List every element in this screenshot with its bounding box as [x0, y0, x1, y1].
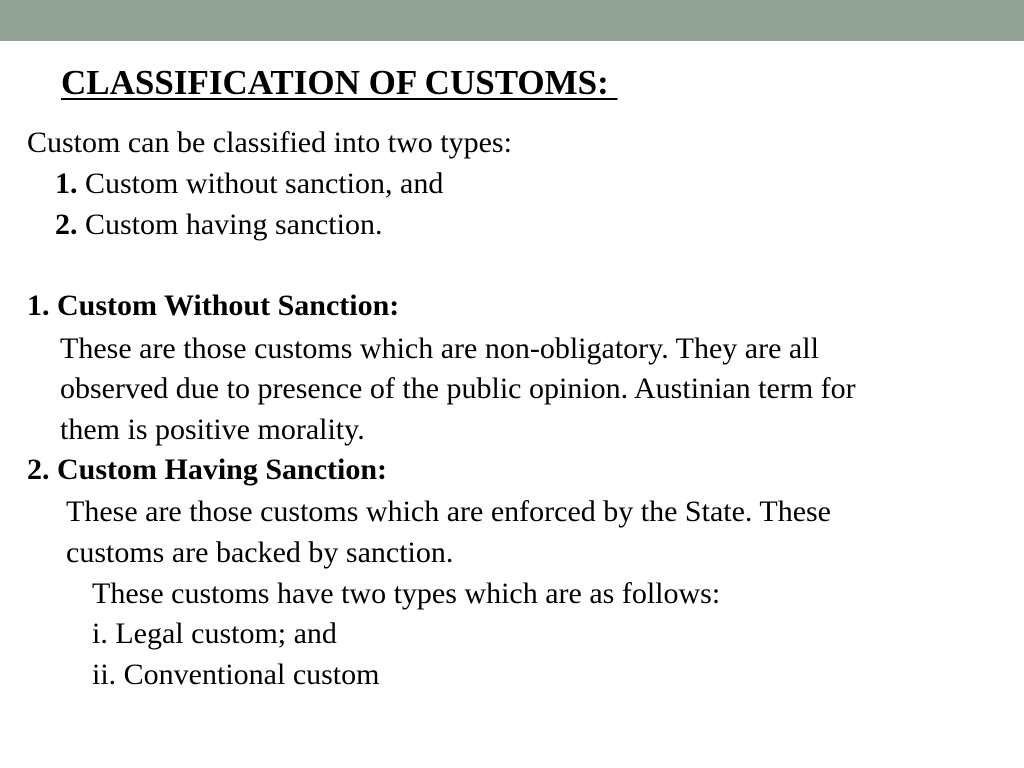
- section2-line: customs are backed by sanction.: [66, 536, 454, 569]
- section2-sub-intro: These customs have two types which are as follows:: [92, 577, 721, 610]
- section1-line: observed due to presence of the public opinion. Austinian term for: [60, 372, 856, 405]
- section2-sub-item: ii. Conventional custom: [92, 658, 380, 691]
- intro-item-number: 2.: [55, 208, 78, 241]
- intro-item-text: Custom without sanction, and: [77, 167, 444, 200]
- section2-heading: 2. Custom Having Sanction:: [27, 453, 388, 486]
- section1-heading: 1. Custom Without Sanction:: [27, 289, 400, 322]
- intro-item-text: Custom having sanction.: [77, 208, 383, 241]
- intro-item-number: 1.: [55, 167, 78, 200]
- intro-item-1: [55, 164, 443, 204]
- top-bar: [0, 0, 1024, 41]
- intro-text: Custom can be classified into two types:: [27, 126, 512, 159]
- section1-line: them is positive morality.: [60, 413, 365, 446]
- section1-line: These are those customs which are non-obligatory. They are all: [60, 332, 819, 365]
- section2-line: These are those customs which are enforced by the State. These: [66, 495, 831, 528]
- section2-sub-item: i. Legal custom; and: [92, 617, 337, 650]
- slide-title: CLASSIFICATION OF CUSTOMS:: [61, 63, 618, 102]
- intro-item-2: [55, 205, 382, 245]
